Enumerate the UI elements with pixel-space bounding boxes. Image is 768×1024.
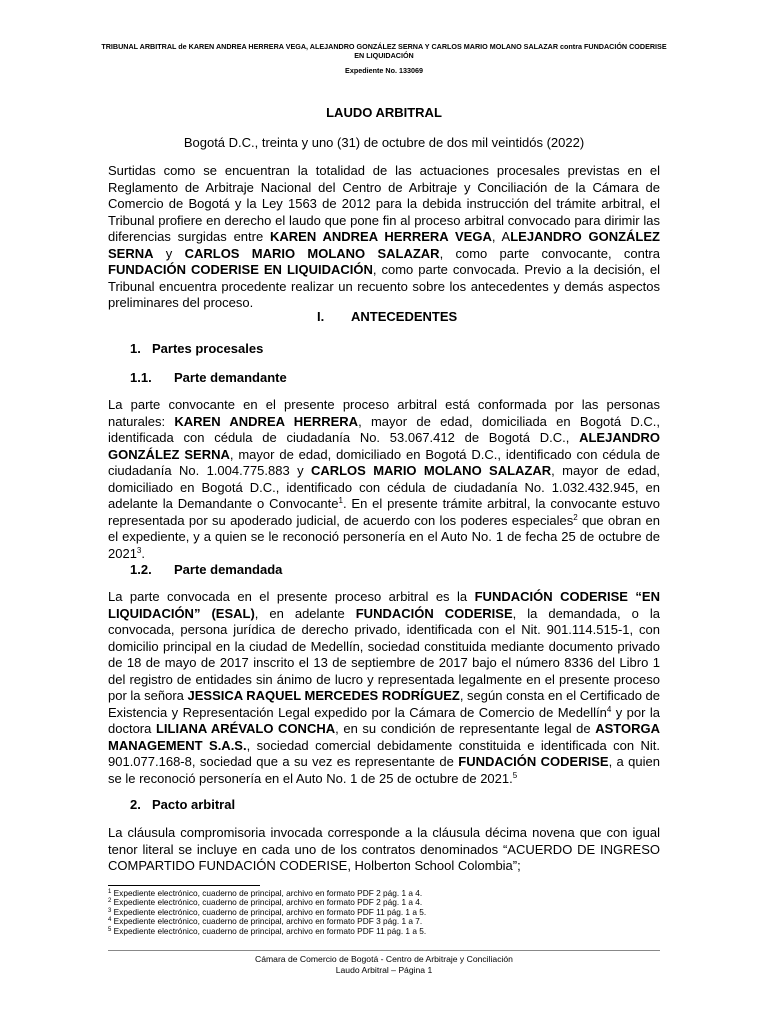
demandada-paragraph: La parte convocada en el presente proceso arbitral es la FUNDACIÓN CODERISE “EN LIQUIDACIÓN” (ESAL), en adelante FUNDACIÓN CODERISE, la demandada, o la convocada, persona jurídica de derecho privado, identificada con el Nit. 901.114.515-1, con domicilio principal en la ciudad de Medellín, sociedad constituida mediante documento privado de 18 de mayo de 2017 inscrito el 13 de septiembre de 2017 bajo el número 8336 del Libro 1 del registro de entidades sin ánimo de lucro y representada legalmente en el presente proceso por la señora JESSICA RAQUEL MERCEDES RODRÍGUEZ, según consta en el Certificado de Existencia y Representación Legal expedido por la Cámara de Comercio de Medellín$^4$ y por la doctora LILIANA ARÉVALO CONCHA, en su condición de representante legal de ASTORGA MANAGEMENT S.A.S., sociedad comercial debidamente constituida e identificada con Nit. 901.077.168-8, sociedad que a su vez es representante de FUNDACIÓN CODERISE, a quien se le reconoció personería en el Auto No. 1 de 25 de octubre de 2021.$^5$ — [108, 589, 661, 786]
footnote-1: $^1$ Expediente electrónico, cuaderno de principal, archivo en formato PDF 2 pág. 1 a 4. — [108, 888, 423, 898]
footnotes — [108, 889, 660, 936]
footnote-3: $^3$ Expediente electrónico, cuaderno de principal, archivo en formato PDF 11 pág. 1 a 5. — [108, 906, 427, 917]
footnote-ref: 3 — [136, 545, 142, 555]
intro-paragraph: Surtidas como se encuentran la totalidad de las actuaciones procesales previstas en el Reglamento de Arbitraje Nacional del Centro de Arbitraje y Conciliación de la Cámara de Comercio de Bogotá y la Ley 1563 de 2012 para la debida instrucción del trámite arbitral, el Tribunal profiere en derecho el laudo que pone fin al proceso arbitral convocado para dirimir las diferencias surgidas entre KAREN ANDREA HERRERA VEGA, ALEJANDRO GONZÁLEZ SERNA y CARLOS MARIO MOLANO SALAZAR, como parte convocante, contra FUNDACIÓN CODERISE EN LIQUIDACIÓN, como parte convocada. Previo a la decisión, el Tribunal encuentra procedente realizar un recuento sobre los antecedentes y demás aspectos preliminares del proceso. — [108, 163, 660, 310]
footnote-ref: 1 — [338, 496, 343, 505]
section-heading-partes: 1. Partes procesales — [130, 341, 264, 356]
footnote-2: $^2$ Expediente electrónico, cuaderno de principal, archivo en formato PDF 2 pág. 1 a 4. — [108, 897, 423, 908]
running-header-title: TRIBUNAL ARBITRAL de KAREN ANDREA HERRERA VEGA, ALEJANDRO GONZÁLEZ SERNA Y CARLOS MARIO MOLANO SALAZAR contra FUNDACIÓN CODERISE EN LIQUIDACIÓN — [101, 42, 667, 60]
footnote-ref: 4 — [606, 704, 612, 714]
running-header-expediente: Expediente No. 133069 — [345, 66, 423, 75]
document-title: LAUDO ARBITRAL — [326, 105, 442, 120]
footnote-ref: 5 — [512, 770, 518, 780]
footnote-ref: 2 — [573, 512, 578, 522]
footnote-separator — [108, 885, 260, 886]
section-heading-demandada: 1.2. Parte demandada — [130, 562, 283, 577]
footnote-5: $^5$ Expediente electrónico, cuaderno de principal, archivo en formato PDF 11 pág. 1 a 5. — [108, 925, 427, 936]
footer-rule — [108, 950, 660, 951]
section-heading-pacto: 2. Pacto arbitral — [130, 797, 236, 812]
section-heading-demandante: 1.1. Parte demandante — [130, 370, 287, 385]
section-heading-antecedentes: I. ANTECEDENTES — [317, 309, 458, 324]
pacto-paragraph: La cláusula compromisoria invocada corresponde a la cláusula décima novena que con igual tenor literal se incluye en cada uno de los contratos denominados “ACUERDO DE INGRESO COMPARTIDO FUNDACIÓN CODERISE, Holberton School Colombia”; — [108, 825, 660, 873]
date-line: Bogotá D.C., treinta y uno (31) de octubre de dos mil veintidós (2022) — [183, 135, 585, 150]
footnote-4: $^4$ Expediente electrónico, cuaderno de principal, archivo en formato PDF 3 pág. 1 a 7. — [108, 916, 423, 927]
footer-page-number: Laudo Arbitral – Página 1 — [335, 965, 433, 975]
demandante-paragraph: La parte convocante en el presente proceso arbitral está conformada por las personas naturales: KAREN ANDREA HERRERA, mayor de edad, domiciliada en Bogotá D.C., identificada con cédula de ciudadanía No. 53.067.412 de Bogotá D.C., ALEJANDRO GONZÁLEZ SERNA, mayor de edad, domiciliado en Bogotá D.C., identificado con cédula de ciudadanía No. 1.004.775.883 y CARLOS MARIO MOLANO SALAZAR, mayor de edad, domiciliado en Bogotá D.C., identificado con cédula de ciudadanía No. 1.032.432.945, en adelante la Demandante o Convocante$^1$. En el presente trámite arbitral, la convocante estuvo representada por su apoderado judicial, de acuerdo con los poderes especiales$^2$ que obran en el expediente, y a quien se le reconoció personería en el Auto No. 1 de fecha 25 de octubre de 2021$^3$. — [108, 397, 661, 561]
footer-institution: Cámara de Comercio de Bogotá - Centro de Arbitraje y Conciliación — [255, 954, 513, 964]
